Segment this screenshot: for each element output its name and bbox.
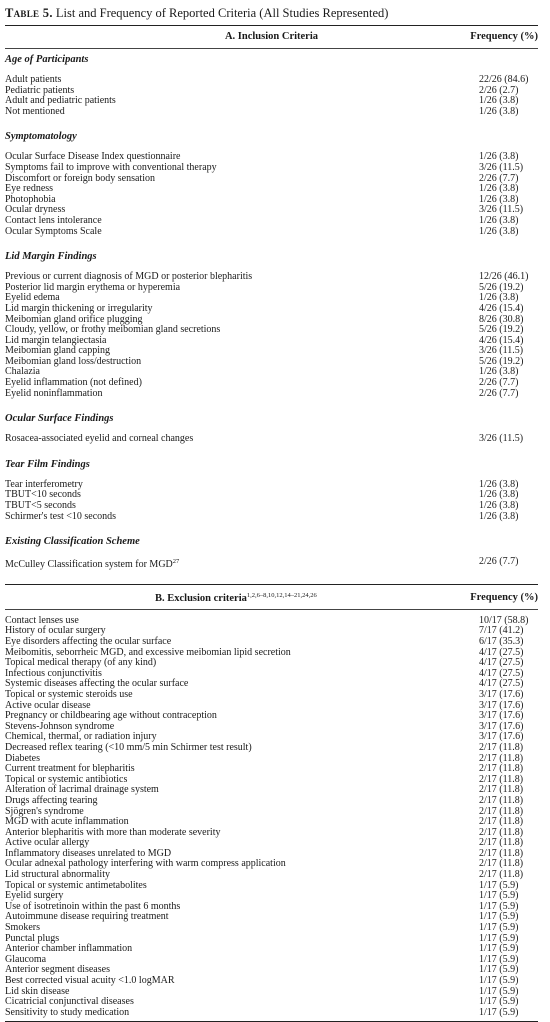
criterion-label: Drugs affecting tearing (5, 794, 98, 806)
table-row (5, 357, 538, 368)
frequency-value: 1/17 (5.9) (479, 964, 519, 976)
table-row (5, 227, 538, 238)
criterion-label: Infectious conjunctivitis (5, 667, 102, 679)
criterion-label: Pediatric patients (5, 84, 75, 96)
part-b-body (5, 616, 538, 1019)
frequency-value: 2/26 (7.7) (479, 377, 519, 389)
criterion-label: Topical or systemic steroids use (5, 688, 133, 700)
reference-superscript: 27 (172, 558, 180, 566)
criterion-label: Anterior chamber inflammation (5, 943, 133, 955)
frequency-value: 2/17 (11.8) (479, 752, 524, 764)
frequency-value: 1/26 (3.8) (479, 183, 519, 195)
part-a-heading: A. Inclusion Criteria (224, 31, 319, 42)
criterion-label: Diabetes (5, 752, 40, 764)
criterion-label: Stevens-Johnson syndrome (5, 720, 115, 732)
criterion-label: Contact lenses use (5, 614, 79, 626)
frequency-value: 2/17 (11.8) (479, 741, 524, 753)
frequency-value: 2/17 (11.8) (479, 826, 524, 838)
frequency-value: 2/26 (2.7) (479, 84, 519, 96)
criterion-label: Not mentioned (5, 105, 65, 117)
section-title: Ocular Surface Findings (5, 413, 114, 425)
table-row (5, 743, 538, 754)
criterion-label: Topical or systemic antimetabolites (5, 879, 147, 891)
criterion-label: Photophobia (5, 193, 56, 205)
criterion-label: Meibomian gland capping (5, 345, 110, 357)
criterion-label: Ocular adnexal pathology interfering with warm compress application (5, 858, 286, 870)
table-row (5, 512, 538, 523)
frequency-value: 2/17 (11.8) (479, 858, 524, 870)
frequency-value: 3/26 (11.5) (479, 345, 524, 357)
criterion-label: Meibomian gland loss/destruction (5, 355, 142, 367)
criterion-label: Symptoms fail to improve with conventional therapy (5, 161, 217, 173)
table-row (5, 976, 538, 987)
table-row (5, 923, 538, 934)
frequency-value: 1/26 (3.8) (479, 292, 519, 304)
frequency-value: 6/17 (35.3) (479, 636, 524, 647)
criterion-label: Lid skin disease (5, 985, 70, 997)
frequency-value: 1/17 (5.9) (479, 900, 519, 912)
criterion-label: Decreased reflex tearing (<10 mm/5 min Schirmer test result) (5, 741, 252, 753)
frequency-value: 1/17 (5.9) (479, 985, 519, 997)
criterion-label: Sensitivity to study medication (5, 1006, 130, 1018)
frequency-value: 1/17 (5.9) (479, 943, 519, 955)
criterion-label: Cloudy, yellow, or frothy meibomian gland secretions (5, 324, 221, 336)
criterion-label: Eyelid noninflammation (5, 387, 103, 399)
criterion-label: TBUT<5 seconds (5, 500, 76, 512)
frequency-value: 1/26 (3.8) (479, 500, 519, 512)
frequency-value: 5/26 (19.2) (479, 281, 524, 293)
table-row (5, 480, 538, 491)
criterion-label: Anterior blepharitis with more than moderate severity (5, 826, 221, 838)
frequency-value: 1/26 (3.8) (479, 105, 519, 117)
frequency-value: 2/17 (11.8) (479, 794, 524, 806)
frequency-value: 3/17 (17.6) (479, 688, 524, 700)
criterion-label: Alteration of lacrimal drainage system (5, 784, 159, 796)
frequency-value: 1/17 (5.9) (479, 996, 519, 1008)
frequency-value: 2/17 (11.8) (479, 805, 524, 817)
frequency-value: 2/17 (11.8) (479, 837, 524, 849)
criterion-label: Tear interferometry (5, 478, 83, 490)
criterion-label: Eyelid surgery (5, 890, 64, 902)
criterion-label: Lid margin telangiectasia (5, 334, 107, 346)
table-label: Table 5. (5, 6, 53, 20)
part-a-frequency-header: Frequency (%) (470, 31, 538, 42)
frequency-value: 1/17 (5.9) (479, 1006, 519, 1018)
criterion-label: Topical medical therapy (of any kind) (5, 657, 157, 669)
table-row (5, 174, 538, 185)
table-row (5, 107, 538, 118)
frequency-value: 5/26 (19.2) (479, 355, 524, 367)
part-b-header (5, 585, 538, 609)
frequency-value: 22/26 (84.6) (479, 74, 529, 85)
frequency-value: 2/17 (11.8) (479, 816, 524, 828)
frequency-value: 1/26 (3.8) (479, 366, 519, 378)
criterion-label: TBUT<10 seconds (5, 489, 81, 501)
criterion-label: Lid margin thickening or irregularity (5, 302, 153, 314)
table-row (5, 75, 538, 86)
frequency-value: 1/26 (3.8) (479, 489, 519, 501)
criterion-label: Rosacea-associated eyelid and corneal changes (5, 433, 194, 445)
table-row (5, 490, 538, 501)
frequency-value: 4/17 (27.5) (479, 678, 524, 690)
table-caption (5, 6, 538, 21)
table-row (5, 96, 538, 107)
table-row (5, 881, 538, 892)
frequency-value: 2/17 (11.8) (479, 869, 524, 881)
table-row (5, 389, 538, 400)
table-row (5, 912, 538, 923)
criterion-label: Previous or current diagnosis of MGD or posterior blepharitis (5, 271, 253, 283)
frequency-value: 12/26 (46.1) (479, 271, 529, 283)
frequency-value: 4/17 (27.5) (479, 646, 524, 658)
criterion-label: Contact lens intolerance (5, 214, 102, 226)
section-title: Tear Film Findings (5, 458, 90, 470)
criterion-label: Eye disorders affecting the ocular surface (5, 636, 172, 647)
frequency-value: 7/17 (41.2) (479, 625, 524, 637)
criterion-label: Adult patients (5, 74, 62, 85)
frequency-value: 1/26 (3.8) (479, 193, 519, 205)
table-row (5, 283, 538, 294)
criterion-label: Cicatricial conjunctival diseases (5, 996, 134, 1008)
frequency-value: 2/26 (7.7) (479, 556, 519, 568)
criterion-label: McCulley Classification system for MGD (5, 559, 173, 571)
frequency-value: 4/26 (15.4) (479, 302, 524, 314)
table-row (5, 184, 538, 195)
frequency-value: 1/17 (5.9) (479, 922, 519, 934)
frequency-value: 1/17 (5.9) (479, 890, 519, 902)
criterion-label: Sjögren's syndrome (5, 805, 84, 817)
criterion-label: Ocular dryness (5, 204, 66, 216)
frequency-value: 1/17 (5.9) (479, 932, 519, 944)
criterion-label: Autoimmune disease requiring treatment (5, 911, 169, 923)
criterion-label: Inflammatory diseases unrelated to MGD (5, 847, 172, 859)
frequency-value: 3/26 (11.5) (479, 204, 524, 216)
frequency-value: 3/26 (11.5) (479, 433, 524, 445)
frequency-value: 3/17 (17.6) (479, 720, 524, 732)
frequency-value: 2/17 (11.8) (479, 847, 524, 859)
criterion-label: Meibomitis, seborrheic MGD, and excessive meibomian lipid secretion (5, 646, 291, 658)
criterion-label: Meibomian gland orifice plugging (5, 313, 143, 325)
frequency-value: 2/26 (7.7) (479, 172, 519, 184)
criterion-label: Active ocular allergy (5, 837, 90, 849)
criterion-label: Active ocular disease (5, 699, 91, 711)
frequency-value: 1/17 (5.9) (479, 975, 519, 986)
section-title: Existing Classification Scheme (5, 536, 140, 548)
frequency-value: 4/17 (27.5) (479, 657, 524, 669)
criterion-label: Schirmer's test <10 seconds (5, 510, 117, 522)
frequency-value: 1/26 (3.8) (479, 214, 519, 226)
frequency-value: 3/17 (17.6) (479, 710, 524, 722)
frequency-value: 1/17 (5.9) (479, 953, 519, 965)
part-a-body (5, 53, 538, 577)
section-title: Lid Margin Findings (5, 251, 97, 263)
table-title: List and Frequency of Reported Criteria (All Studies Represented) (55, 6, 389, 20)
criterion-label: Lid structural abnormality (5, 869, 110, 881)
frequency-value: 2/26 (7.7) (479, 387, 519, 399)
criterion-label: Topical or systemic antibiotics (5, 773, 128, 785)
frequency-value: 1/26 (3.8) (479, 151, 519, 163)
frequency-value: 4/26 (15.4) (479, 334, 524, 346)
section-title: Symptomatology (5, 131, 77, 143)
criterion-label: MGD with acute inflammation (5, 816, 129, 828)
criterion-label: Adult and pediatric patients (5, 95, 116, 107)
criterion-label: Ocular Surface Disease Index questionnaire (5, 151, 181, 163)
criterion-label: Glaucoma (5, 953, 47, 965)
frequency-value: 3/26 (11.5) (479, 161, 524, 173)
frequency-value: 5/26 (19.2) (479, 324, 524, 336)
table-row (5, 556, 538, 571)
frequency-value: 1/26 (3.8) (479, 95, 519, 107)
table-row (5, 434, 538, 445)
criterion-label: Anterior segment diseases (5, 964, 110, 976)
part-a-header (5, 26, 538, 48)
frequency-value: 10/17 (58.8) (479, 614, 529, 626)
frequency-value: 1/26 (3.8) (479, 225, 519, 237)
criterion-label: Pregnancy or childbearing age without contraception (5, 710, 217, 722)
criterion-label: Best corrected visual acuity <1.0 logMAR (5, 975, 175, 986)
frequency-value: 3/17 (17.6) (479, 731, 524, 743)
table-row (5, 195, 538, 206)
criterion-label: Eyelid inflammation (not defined) (5, 377, 142, 389)
table-row (5, 944, 538, 955)
criterion-label: Use of isotretinoin within the past 6 months (5, 900, 181, 912)
part-a-header-rule (5, 48, 538, 49)
table-row (5, 1008, 538, 1019)
criterion-label: Systemic diseases affecting the ocular surface (5, 678, 189, 690)
part-b-heading: B. Exclusion criteria (155, 592, 247, 604)
criterion-label: Chemical, thermal, or radiation injury (5, 731, 157, 743)
criterion-label: Eyelid edema (5, 292, 60, 304)
part-b-frequency-header: Frequency (%) (470, 591, 538, 603)
frequency-value: 3/17 (17.6) (479, 699, 524, 711)
frequency-value: 1/17 (5.9) (479, 879, 519, 891)
criterion-label: Punctal plugs (5, 932, 60, 944)
table-row (5, 796, 538, 807)
criterion-label: Discomfort or foreign body sensation (5, 172, 155, 184)
frequency-value: 2/17 (11.8) (479, 763, 524, 775)
criterion-label: Ocular Symptoms Scale (5, 225, 102, 237)
frequency-value: 2/17 (11.8) (479, 773, 524, 785)
frequency-value: 8/26 (30.8) (479, 313, 524, 325)
criterion-label: Posterior lid margin erythema or hyperemia (5, 281, 181, 293)
criterion-label: History of ocular surgery (5, 625, 106, 637)
frequency-value: 1/26 (3.8) (479, 510, 519, 522)
criterion-label: Eye redness (5, 183, 54, 195)
frequency-value: 1/26 (3.8) (479, 478, 519, 490)
frequency-value: 4/17 (27.5) (479, 667, 524, 679)
criterion-label: Smokers (5, 922, 40, 934)
section-title: Age of Participants (5, 54, 89, 65)
part-b-heading-refs: 1,2,6–8,10,12,14–21,24,26 (246, 591, 317, 599)
frequency-value: 2/17 (11.8) (479, 784, 524, 796)
frequency-value: 1/17 (5.9) (479, 911, 519, 923)
criterion-label: Current treatment for blepharitis (5, 763, 135, 775)
criterion-label: Chalazia (5, 366, 40, 378)
